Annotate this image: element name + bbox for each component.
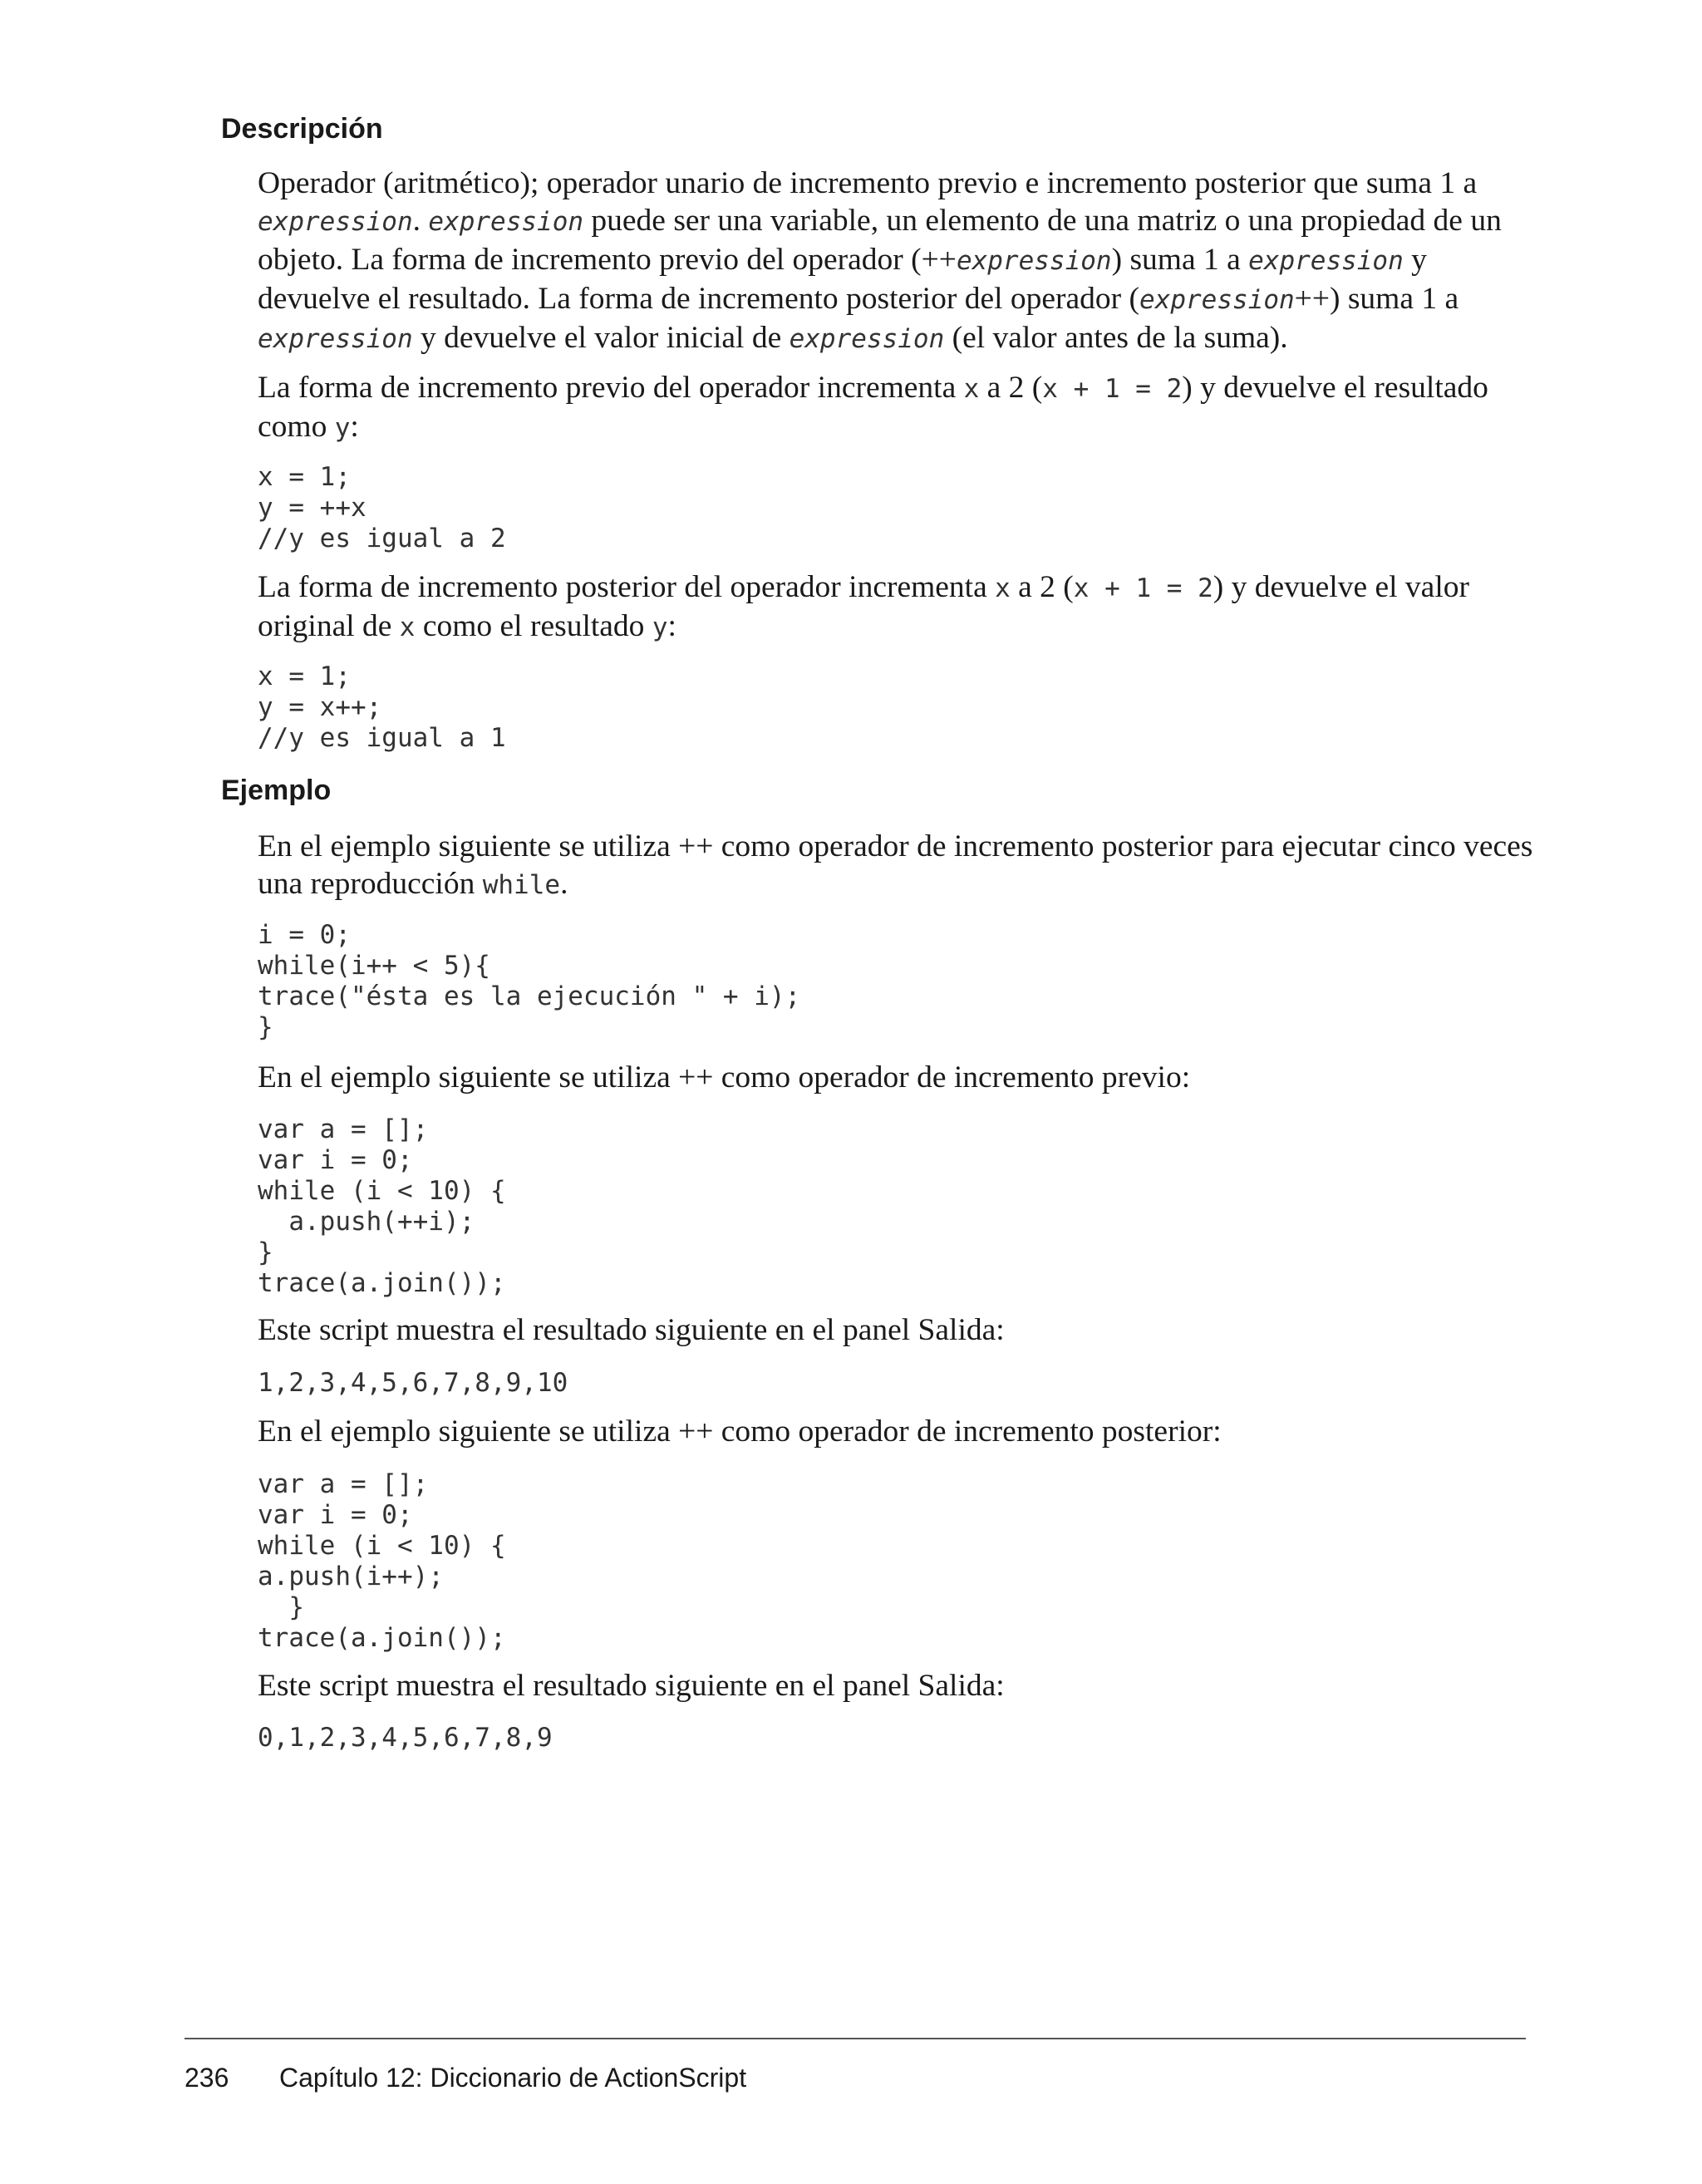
description-paragraph: Operador (aritmético); operador unario de incremento previo e incremento posterior que suma 1 a expression. expression puede ser una variable, un elemento de una matriz o una propiedad de un objeto. La forma de incremento previo del operador (++expression) suma 1 a expression y devuelve el resultado. La forma de incremento posterior del operador (expression++) suma 1 a expression y devuelve el valor inicial de expression (el valor antes de la suma). — [258, 166, 1502, 355]
code-block-output-1: 1,2,3,4,5,6,7,8,9,10 — [258, 1368, 568, 1398]
pre-increment-example-paragraph: En el ejemplo siguiente se utiliza ++ como operador de incremento previo: — [258, 1060, 1191, 1094]
example-intro-paragraph: En el ejemplo siguiente se utiliza ++ como operador de incremento posterior para ejecutar cinco veces una reproducción while. — [258, 829, 1533, 901]
code-block-pre-increment: x = 1; y = ++x //y es igual a 2 — [258, 462, 506, 553]
heading-description: Descripción — [221, 113, 383, 145]
post-increment-paragraph: La forma de incremento posterior del operador incrementa x a 2 (x + 1 = 2) y devuelve el valor original de x como el resultado y: — [258, 570, 1469, 643]
output-description-paragraph-2: Este script muestra el resultado siguiente en el panel Salida: — [258, 1669, 1005, 1703]
heading-example: Ejemplo — [221, 775, 332, 806]
code-block-post-increment: x = 1; y = x++; //y es igual a 1 — [258, 662, 506, 753]
chapter-title: Capítulo 12: Diccionario de ActionScript — [279, 2063, 747, 2093]
post-increment-example-paragraph: En el ejemplo siguiente se utiliza ++ como operador de incremento posterior: — [258, 1414, 1222, 1449]
code-block-post-increment-example: var a = []; var i = 0; while (i < 10) { a.push(i++); } trace(a.join()); — [258, 1469, 506, 1653]
pre-increment-paragraph: La forma de incremento previo del operador incrementa x a 2 (x + 1 = 2) y devuelve el resultado como y: — [258, 371, 1488, 444]
output-description-paragraph-1: Este script muestra el resultado siguiente en el panel Salida: — [258, 1313, 1005, 1347]
code-block-output-2: 0,1,2,3,4,5,6,7,8,9 — [258, 1723, 553, 1753]
footer-divider — [184, 2038, 1526, 2039]
code-block-while-loop: i = 0; while(i++ < 5){ trace("ésta es la ejecución " + i); } — [258, 920, 801, 1042]
page-number: 236 — [184, 2063, 229, 2093]
code-block-pre-increment-example: var a = []; var i = 0; while (i < 10) { a.push(++i); } trace(a.join()); — [258, 1114, 506, 1298]
